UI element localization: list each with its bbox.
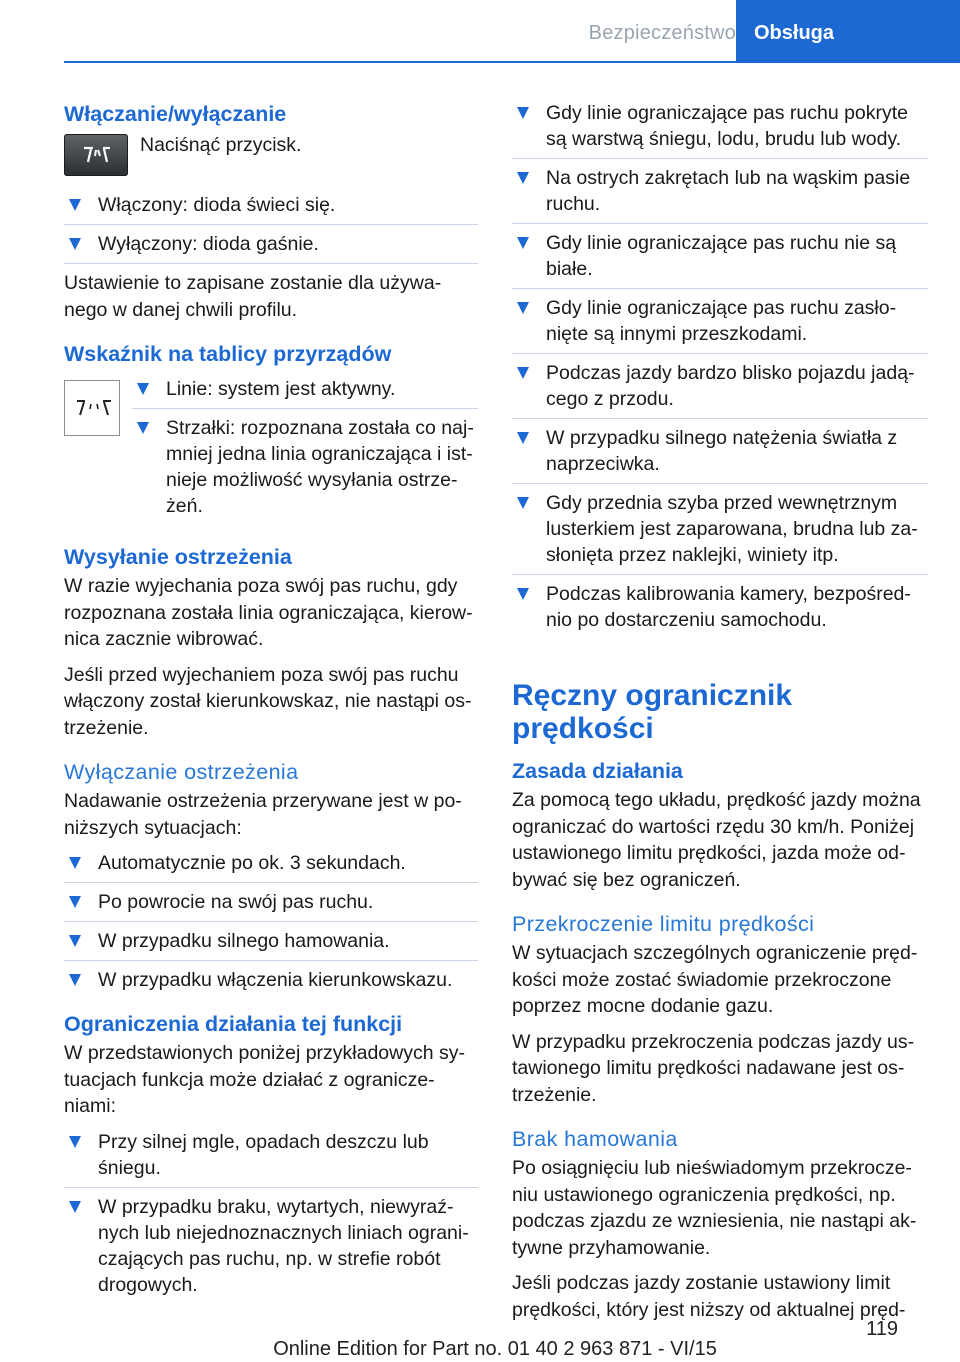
list-item: Włączony: dioda świeci się. [64,192,478,225]
triangle-bullet-icon [69,199,81,211]
triangle-bullet-icon [517,302,529,314]
heading-indicator: Wskaźnik na tablicy przyrządów [64,342,392,366]
indicator-block [64,376,478,519]
limits-list-right [512,100,928,633]
no-brake-paragraph-1: Po osiągnięciu lub nieświadomym przekrocze-niu ustawionego ograniczenia prędkości, np. podczas zjazdu ze wzniesienia, nie nastąpi ak-tywne przyhamowanie. [512,1157,917,1259]
exceed-paragraph-2: W przypadku przekroczenia podczas jazdy us-tawionego limitu prędkości nadawane jest os-trzeżenie. [512,1030,915,1106]
section-tab-safety[interactable]: Bezpieczeństwo [588,22,736,44]
heading-warning: Wysyłanie ostrzeżenia [64,545,292,569]
list-item: Na ostrych zakrętach lub na wąskim pasie ruchu. [512,165,928,224]
button-instruction [64,130,478,192]
triangle-bullet-icon [517,172,529,184]
limits-list-left [64,1129,478,1298]
list-item: Automatycznie po ok. 3 sekundach. [64,850,478,883]
warning-off-list [64,850,478,993]
edition-footer: Online Edition for Part no. 01 40 2 963 871 - VI/15 [273,1338,717,1360]
triangle-bullet-icon [69,896,81,908]
triangle-bullet-icon [69,1201,81,1213]
triangle-bullet-icon [69,857,81,869]
triangle-bullet-icon [69,974,81,986]
triangle-bullet-icon [69,1136,81,1148]
right-column [512,100,928,1332]
limits-paragraph: W przedstawionych poniżej przykładowych sy-tuacjach funkcja może działać z ogranicze-niami: [64,1042,465,1117]
warning-paragraph-2: Jeśli przed wyjechaniem poza swój pas ruchu włączony został kierunkowskaz, nie nastąpi os-trzeżenie. [64,663,472,739]
triangle-bullet-icon [517,432,529,444]
list-item: Przy silnej mgle, opadach deszczu lub śniegu. [64,1129,478,1188]
saved-profile-text: Ustawienie to zapisane zostanie dla używa-nego w danej chwili profilu. [64,272,442,321]
no-brake-paragraph-2: Jeśli podczas jazdy zostanie ustawiony limit prędkości, który jest niższy od aktualnej pręd- [512,1272,906,1321]
list-item: W przypadku silnego natężenia światła z naprzeciwka. [512,425,928,484]
list-item: Podczas kalibrowania kamery, bezpośred-nio po dostarczeniu samochodu. [512,581,928,633]
heading-exceed: Przekroczenie limitu prędkości [512,912,815,936]
header-rule [64,61,960,63]
lane-departure-button-icon [64,134,128,176]
page-header [64,0,960,62]
exceed-paragraph-1: W sytuacjach szczególnych ograniczenie pręd-kości może zostać świadomie przekroczone poprzez mocne dodanie gazu. [512,942,918,1017]
list-item: Gdy linie ograniczające pas ruchu nie są białe. [512,230,928,289]
heading-no-brake: Brak hamowania [512,1127,678,1151]
list-item: Gdy linie ograniczające pas ruchu pokryte są warstwą śniegu, lodu, brudu lub wody. [512,100,928,159]
list-item: Wyłączony: dioda gaśnie. [64,231,478,264]
principle-paragraph: Za pomocą tego układu, prędkość jazdy można ograniczać do wartości rzędu 30 km/h. Poniżej ustawionego limitu prędkości, jazda może od-bywać się bez ograniczeń. [512,789,921,891]
list-item: W przypadku braku, wytartych, niewyraź-nych lub niejednoznacznych liniach ograni-czających pas ruchu, np. w strefie robót drogowych. [64,1194,478,1298]
triangle-bullet-icon [517,588,529,600]
list-item: Strzałki: rozpoznana została co naj-mniej jedna linia ograniczająca i ist-nieje możliwość wysyłania ostrze-żeń. [132,415,478,519]
heading-onoff: Włączanie/wyłączanie [64,102,287,126]
list-item: Po powrocie na swój pas ruchu. [64,889,478,922]
warning-paragraph-1: W razie wyjechania poza swój pas ruchu, gdy rozpoznana została linia ograniczająca, kierow-nica zacznie wibrować. [64,575,473,650]
heading-limits: Ograniczenia działania tej funkcji [64,1012,403,1036]
list-item: W przypadku silnego hamowania. [64,928,478,961]
triangle-bullet-icon [517,107,529,119]
triangle-bullet-icon [69,238,81,250]
triangle-bullet-icon [137,422,149,434]
heading-warning-off: Wyłączanie ostrzeżenia [64,760,299,784]
triangle-bullet-icon [69,935,81,947]
lane-indicator-icon [64,380,120,436]
list-item: Gdy linie ograniczające pas ruchu zasło-nięte są innymi przeszkodami. [512,295,928,354]
triangle-bullet-icon [517,367,529,379]
triangle-bullet-icon [517,237,529,249]
triangle-bullet-icon [137,383,149,395]
list-item: W przypadku włączenia kierunkowskazu. [64,967,478,993]
onoff-list [64,192,478,264]
indicator-list [132,376,478,519]
list-item: Gdy przednia szyba przed wewnętrznym lusterkiem jest zaparowana, brudna lub za-słonięta przez naklejki, winiety itp. [512,490,928,575]
list-item: Podczas jazdy bardzo blisko pojazdu jadą-cego z przodu. [512,360,928,419]
left-column [64,100,478,1304]
section-tab-operation[interactable]: Obsługa [736,0,960,62]
heading-principle: Zasada działania [512,759,683,783]
heading-speed-limiter: Ręczny ogranicznik prędkości [512,679,793,745]
press-button-text: Naciśnąć przycisk. [140,134,302,156]
page-number: 119 [866,1318,898,1340]
list-item: Linie: system jest aktywny. [132,376,478,409]
triangle-bullet-icon [517,497,529,509]
warning-off-paragraph: Nadawanie ostrzeżenia przerywane jest w po-niższych sytuacjach: [64,790,462,839]
